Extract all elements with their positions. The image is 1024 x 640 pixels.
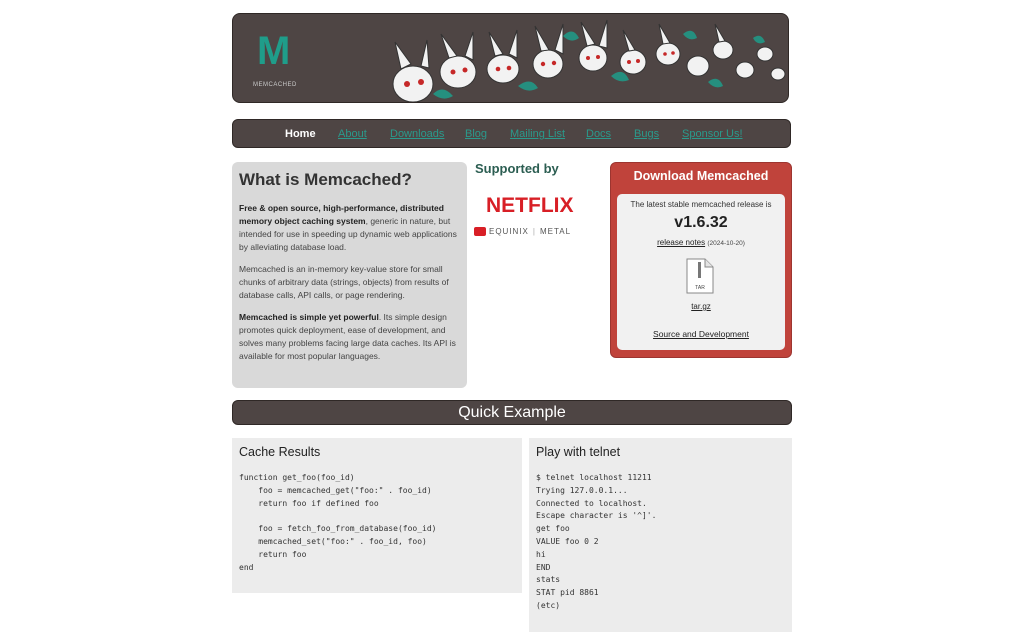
memcached-logo[interactable]	[253, 28, 303, 90]
what-p1-bold: Free & open source, high-performance, distributed memory object caching system	[239, 203, 444, 226]
what-paragraph-1	[239, 202, 460, 254]
what-title: What is Memcached?	[239, 170, 412, 189]
metal-text: METAL	[539, 227, 572, 236]
what-p3-rest: . Its simple design promotes quick deployment, ease of development, and solves many problems facing large data caches. Its API is available for most popular languages.	[239, 312, 456, 361]
nav-bugs[interactable]: Bugs	[634, 128, 660, 140]
tar-gz-link[interactable]: tar.gz	[691, 302, 711, 311]
download-panel	[610, 162, 792, 358]
cache-results-title: Cache Results	[239, 445, 321, 459]
telnet-code: $ telnet localhost 11211 Trying 127.0.0.1... Connected to localhost. Escape character is '^]'. get foo VALUE foo 0 2 hi END stats STAT pid 8861 (etc)	[536, 473, 657, 610]
main-nav	[232, 119, 791, 148]
nav-blog[interactable]: Blog	[465, 128, 488, 140]
nav-home[interactable]: Home	[285, 128, 316, 140]
equinix-text: EQUINIX	[489, 227, 529, 236]
cache-results-code: function get_foo(foo_id) foo = memcached_get("foo:" . foo_id) return foo if defined foo foo = fetch_foo_from_database(foo_id) memcached_set("foo:" . foo_id, foo) return foo end	[239, 473, 437, 572]
logo-separator: |	[532, 227, 536, 236]
telnet-panel	[529, 438, 792, 632]
what-p1-rest: , generic in nature, but intended for use in speeding up dynamic web applications by alleviating database load.	[239, 216, 457, 252]
what-is-panel	[232, 162, 467, 388]
what-p3-bold: Memcached is simple yet powerful	[239, 312, 379, 322]
supported-by-title: Supported by	[475, 161, 559, 176]
equinix-metal-logo[interactable]	[474, 227, 571, 236]
download-inner	[617, 194, 785, 350]
nav-sponsor-us[interactable]: Sponsor Us!	[682, 128, 743, 140]
telnet-title: Play with telnet	[536, 445, 621, 459]
netflix-logo[interactable]: NETFLIX	[486, 194, 574, 217]
quick-example-header: Quick Example	[232, 400, 792, 425]
version-number: v1.6.32	[674, 214, 728, 231]
nav-about[interactable]: About	[338, 128, 367, 140]
source-and-development-link[interactable]: Source and Development	[653, 329, 749, 339]
cache-results-panel	[232, 438, 522, 593]
file-label: TAR	[695, 285, 705, 291]
logo-wordmark: MEMCACHED	[253, 82, 297, 88]
mascot-illustration	[383, 14, 789, 103]
latest-release-text: The latest stable memcached release is	[630, 200, 772, 209]
nav-downloads[interactable]: Downloads	[390, 128, 445, 140]
release-date: (2024-10-20)	[707, 240, 745, 247]
what-paragraph-2: Memcached is an in-memory key-value store for small chunks of arbitrary data (strings, objects) from results of database calls, API calls, or page rendering.	[239, 264, 449, 300]
download-title: Download Memcached	[633, 169, 769, 183]
equinix-icon	[474, 227, 486, 236]
nav-mailing-list[interactable]: Mailing List	[510, 128, 566, 140]
logo-letter: M	[257, 29, 291, 73]
what-paragraph-3	[239, 311, 460, 363]
release-notes-link[interactable]: release notes	[657, 238, 706, 247]
tar-file-icon[interactable]	[685, 258, 715, 294]
release-notes-line	[617, 238, 785, 247]
nav-docs[interactable]: Docs	[586, 128, 612, 140]
header-banner	[232, 13, 789, 103]
